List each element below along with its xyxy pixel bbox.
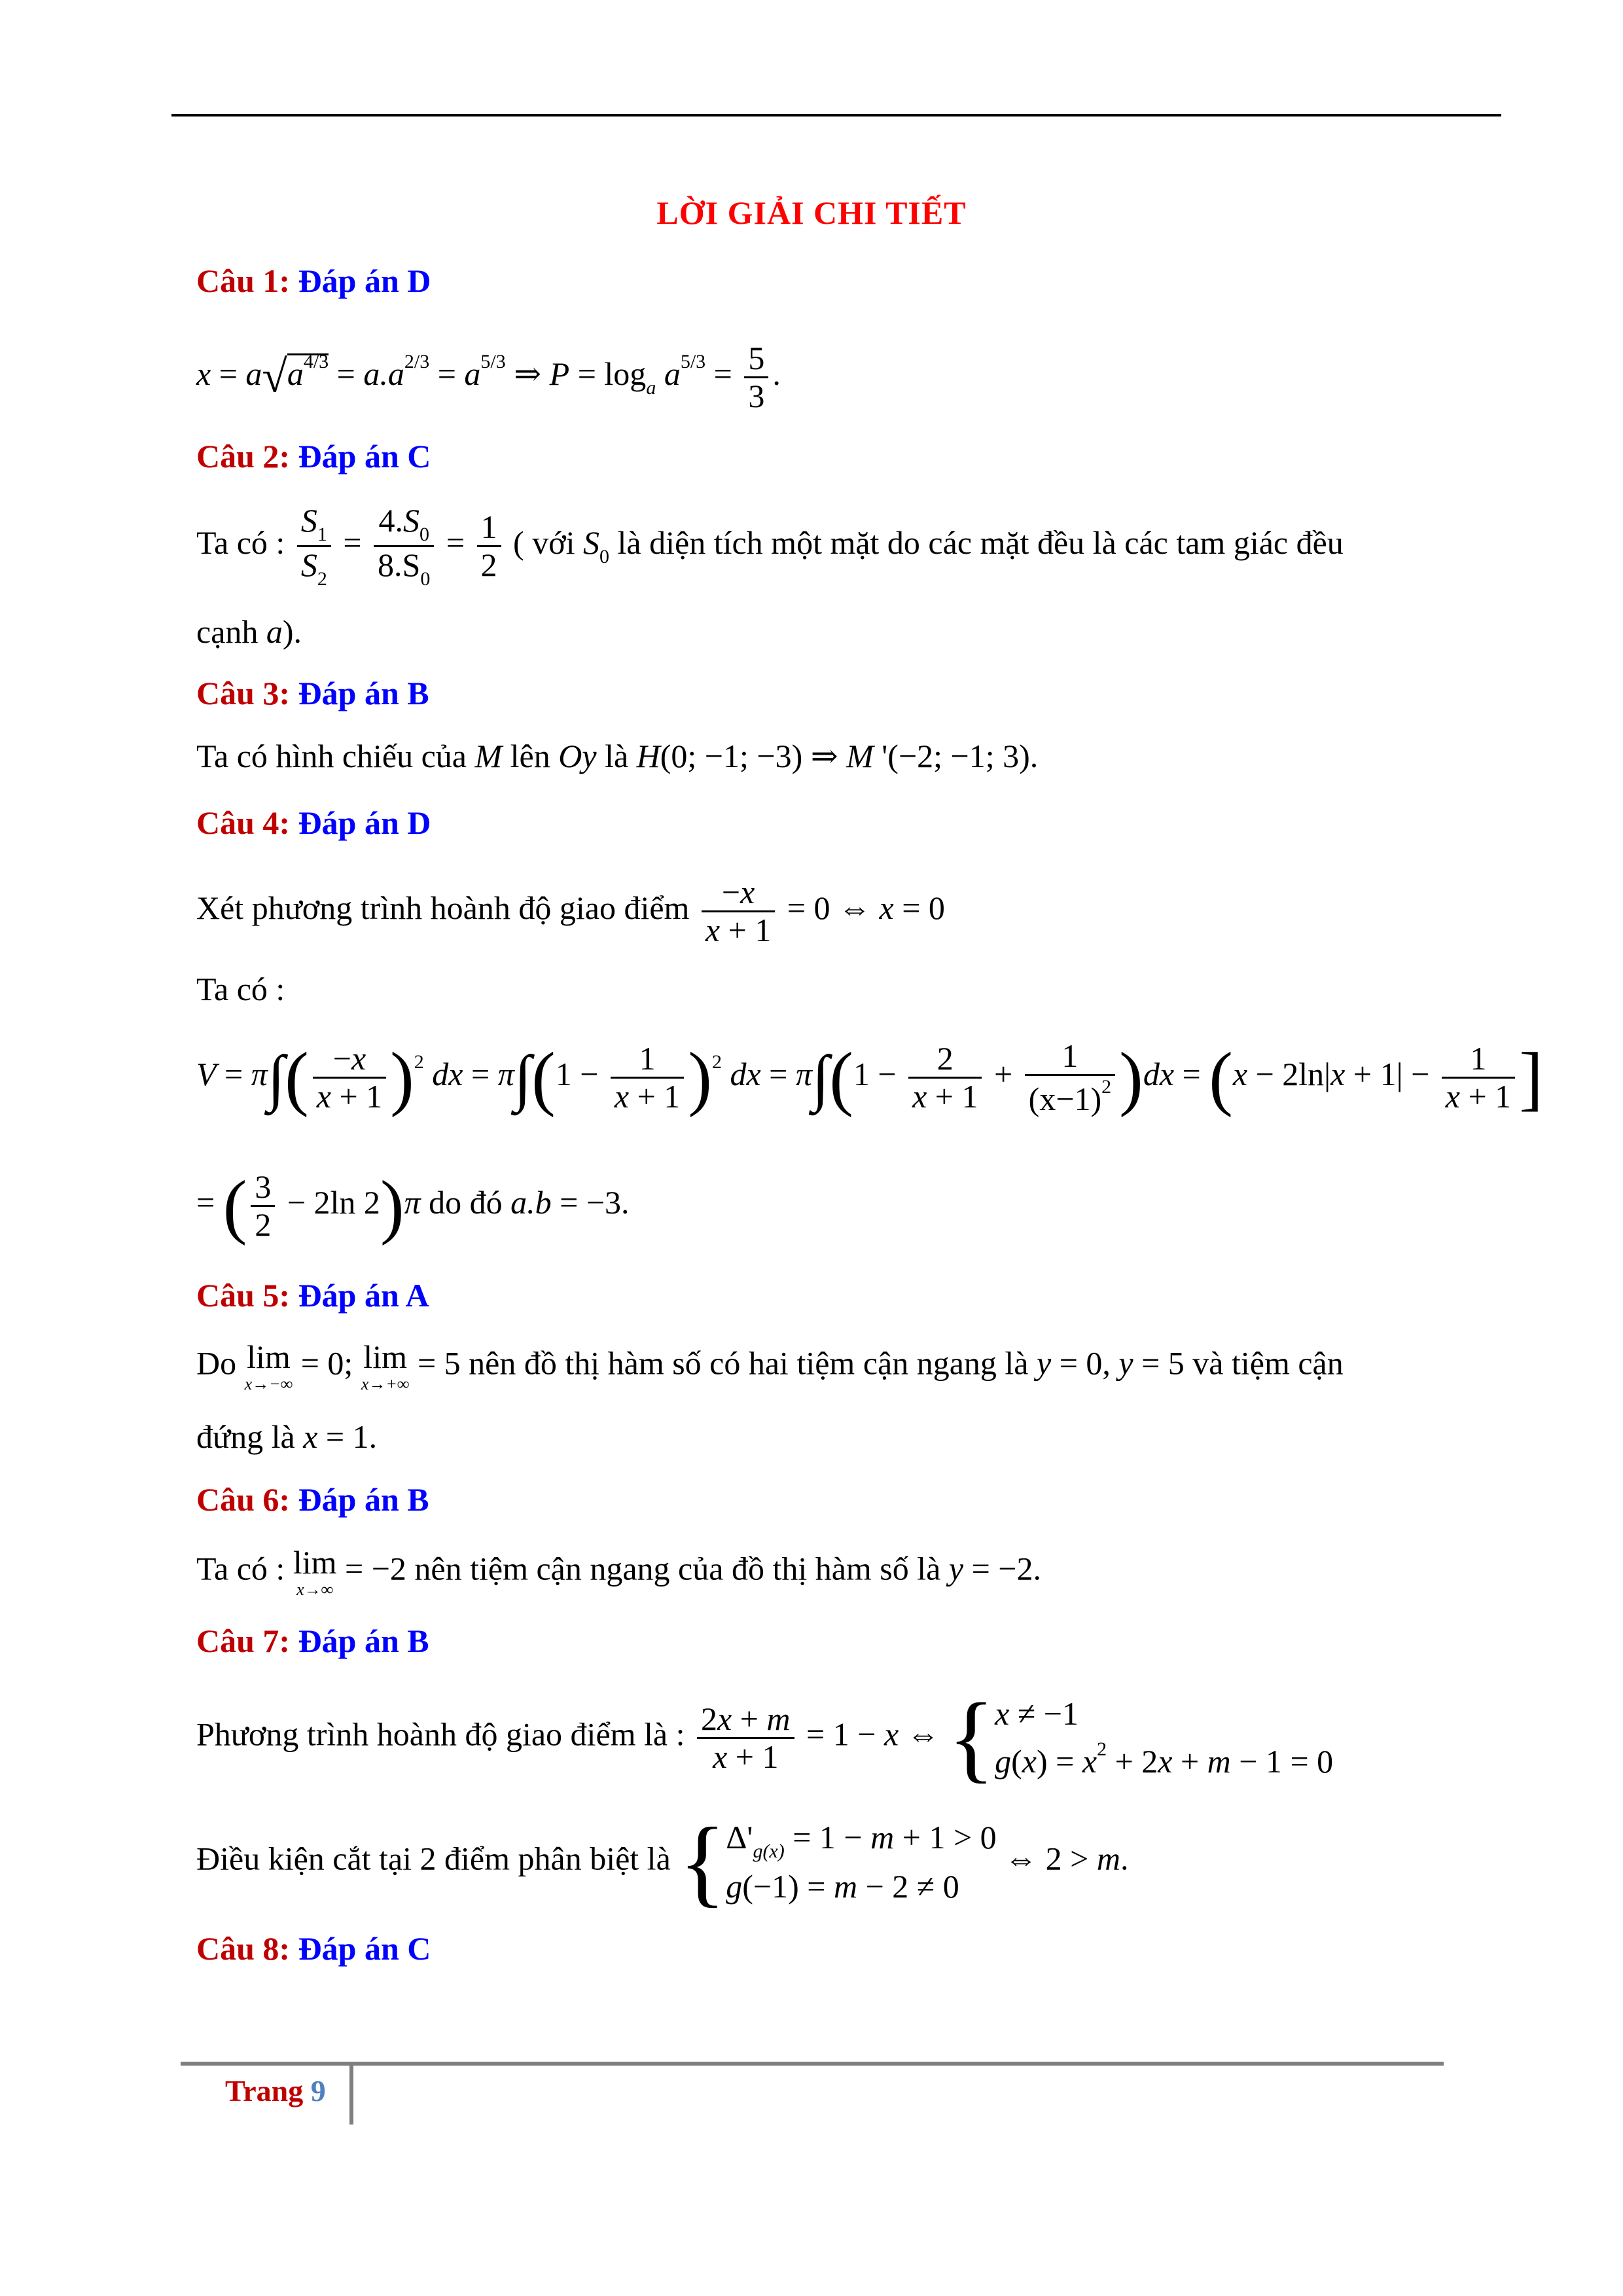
question-heading: Câu 6: Đáp án B	[196, 1481, 429, 1518]
question-heading: Câu 5: Đáp án A	[196, 1277, 429, 1314]
question-heading: Câu 7: Đáp án B	[196, 1623, 429, 1659]
q2-line2: cạnh a).	[196, 613, 302, 650]
q4-ta-co: Ta có :	[196, 971, 285, 1007]
q4-result: = ( $\frac{3}{2}$ − 2ln 2)π do đó a.b = −3.	[196, 1166, 630, 1246]
q1-formula: $x = a√a^{4/3} = a.a^{2/3} = a^{5/3}$ ⇒ $P = \log_a a^{5/3}$ = $\frac{5}{3}$ .	[196, 340, 781, 414]
question-heading: Câu 4: Đáp án D	[196, 804, 431, 841]
page-footer: Trang 9	[225, 2074, 326, 2108]
q5-line2: đứng là x = 1.	[196, 1418, 378, 1455]
q5-line1: Do lim x→−∞ = 0; lim x→+∞ = 5 nên đồ thị hàm số có hai tiệm cận ngang là y = 0, y = 5 và tiệm cận	[196, 1338, 1344, 1393]
q4-line1: Xét phương trình hoành độ giao điểm $\frac{-x}{x + 1}$ = 0 ⇔ x = 0	[196, 874, 945, 948]
header-rule	[171, 114, 1501, 117]
page-title: LỜI GIẢI CHI TIẾT	[656, 194, 967, 231]
footer-rule	[181, 2062, 1444, 2066]
q7-line2: Điều kiện cắt tại 2 điểm phân biệt là { $\Delta'_{g(x)} = 1 - m + 1 > 0$ g(−1) = m − 2 ≠ 0 ⇔ 2 > m.	[196, 1808, 1129, 1916]
q3-text: Ta có hình chiếu của M lên Oy là H(0; −1; −3) ⇒ M '(−2; −1; 3).	[196, 738, 1039, 774]
q4-integral: V = π∫( $\frac{-x}{x + 1}$ )$^2$ dx = π∫(1 − $\frac{1}{x + 1}$ )$^2$ dx = π∫(1 − $\frac{2}{x + 1}$ + $\frac{1}{(x-1)^2}$ )dx = (x − 2ln|x + 1| − $\frac{1}{x + 1}$ ]	[196, 1037, 1543, 1118]
question-heading: Câu 3: Đáp án B	[196, 675, 429, 711]
q2-formula: Ta có : $\frac{S_1}{S_2}$ = $\frac{4.S_0}{8.S_0}$ = $\frac{1}{2}$ ( với $S_0$ là diện tích một mặt do các mặt đều là các tam giác đều	[196, 502, 1344, 590]
q6-line: Ta có : lim x→∞ = −2 nên tiệm cận ngang của đồ thị hàm số là y = −2.	[196, 1544, 1041, 1599]
question-heading: Câu 8: Đáp án C	[196, 1930, 431, 1967]
page-number: 9	[310, 2074, 326, 2108]
footer-divider	[349, 2066, 353, 2125]
q7-line1: Phương trình hoành độ giao điểm là : $\frac{2x + m}{x + 1}$ = 1 − x ⇔ { x ≠ −1 $g(x) = x^2 + 2x + m - 1 = 0$	[196, 1683, 1334, 1792]
question-heading: Câu 2: Đáp án C	[196, 438, 431, 475]
question-heading: Câu 1: Đáp án D	[196, 262, 431, 299]
